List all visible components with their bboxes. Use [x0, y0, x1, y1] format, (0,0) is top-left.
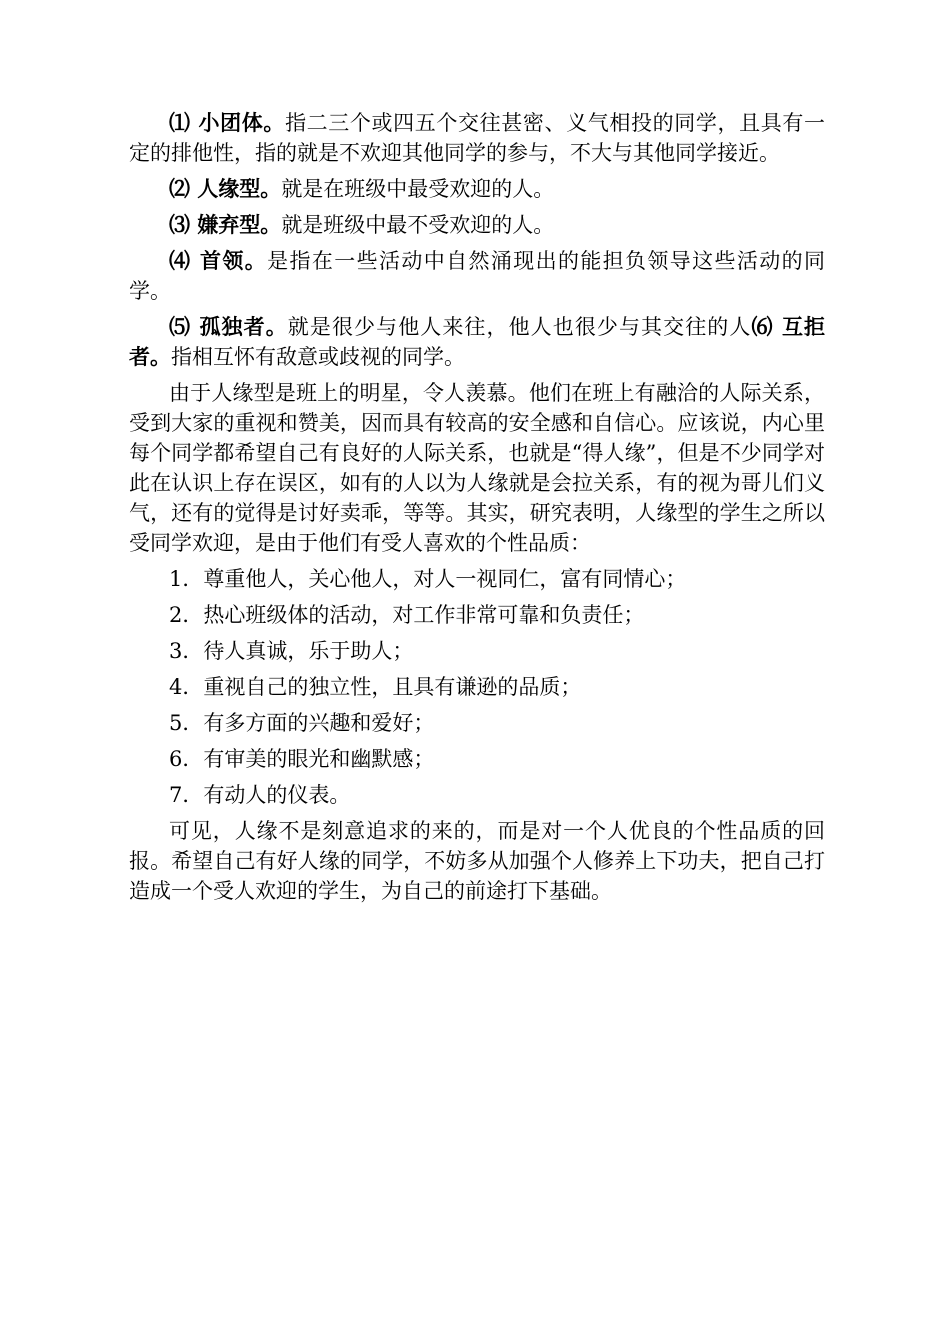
item-rejected: [129, 210, 825, 240]
term-description: 就是很少与他人来往，他人也很少与其交往的人: [287, 315, 752, 339]
term-label: ⑸ 孤独者。: [169, 314, 288, 339]
list-item: [169, 744, 825, 774]
list-item: [169, 636, 825, 666]
qualities-list: [129, 564, 825, 810]
intro-paragraph: 由于人缘型是班上的明星，令人羡慕。他们在班上有融洽的人际关系，受到大家的重视和赞美，因而具有较高的安全感和自信心。应该说，内心里每个同学都希望自己有良好的人际关系，也就是“得人缘”，但是不少同学对此在认识上存在误区，如有的人以为人缘就是会拉关系，有的视为哥儿们义气，还有的觉得是讨好卖乖，等等。其实，研究表明，人缘型的学生之所以受同学欢迎，是由于他们有受人喜欢的个性品质：: [129, 381, 825, 555]
list-item: [169, 780, 825, 810]
term-description: 指二三个或四五个交往甚密、义气相投的同学，且具有一定的排他性，指的就是不欢迎其他同学的参与，不大与其他同学接近。: [129, 111, 826, 165]
list-text: 热心班级体的活动，对工作非常可靠和负责任；: [203, 603, 645, 627]
term-label: ⑹ 互拒者。: [129, 314, 826, 369]
item-popular: [129, 174, 825, 204]
term-description: 就是班级中最不受欢迎的人。: [281, 213, 555, 237]
list-item: [169, 708, 825, 738]
list-text: 尊重他人，关心他人，对人一视同仁，富有同情心；: [203, 567, 687, 591]
list-number: 4．: [169, 675, 204, 699]
list-number: 3．: [169, 639, 204, 663]
list-number: 6．: [169, 747, 204, 771]
list-text: 重视自己的独立性，且具有谦逊的品质；: [203, 675, 582, 699]
item-loner-and-mutual-rejecter: [129, 312, 825, 372]
list-text: 待人真诚，乐于助人；: [203, 639, 414, 663]
list-text: 有动人的仪表。: [203, 783, 351, 807]
term-description: 指相互怀有敌意或歧视的同学。: [171, 345, 465, 369]
list-number: 7．: [169, 783, 204, 807]
list-item: [169, 672, 825, 702]
list-number: 2．: [169, 603, 204, 627]
term-label: ⑶ 嫌弃型。: [169, 212, 282, 237]
list-number: 5．: [169, 711, 204, 735]
term-description: 是指在一些活动中自然涌现出的能担负领导这些活动的同学。: [129, 249, 825, 303]
list-item: [169, 600, 825, 630]
list-text: 有审美的眼光和幽默感；: [203, 747, 435, 771]
term-description: 就是在班级中最受欢迎的人。: [281, 177, 555, 201]
item-leader: [129, 246, 825, 306]
conclusion-paragraph: 可见，人缘不是刻意追求的来的，而是对一个人优良的个性品质的回报。希望自己有好人缘的同学，不妨多从加强个人修养上下功夫，把自己打造成一个受人欢迎的学生，为自己的前途打下基础。: [129, 819, 825, 903]
list-number: 1．: [169, 567, 204, 591]
item-small-group: [129, 108, 825, 168]
list-text: 有多方面的兴趣和爱好；: [203, 711, 435, 735]
term-label: ⑵ 人缘型。: [169, 176, 282, 201]
term-label: ⑴ 小团体。: [169, 110, 286, 135]
term-label: ⑷ 首领。: [169, 248, 268, 273]
list-item: [169, 564, 825, 594]
document-page: [129, 108, 825, 912]
